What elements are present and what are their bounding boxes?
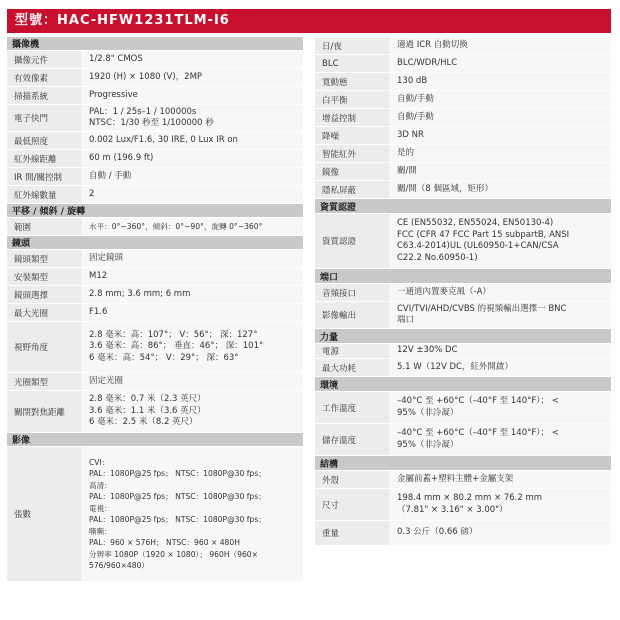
- spec-label: 工作溫度: [315, 392, 391, 423]
- spec-value-line: 電視：: [89, 503, 112, 513]
- spec-label: 尺寸: [315, 489, 391, 520]
- spec-value-line: –40°C 至 +60°C（–40°F 至 140°F）； <: [397, 396, 559, 406]
- section-header: 攝像機: [7, 37, 303, 51]
- spec-label: 視野角度: [7, 322, 83, 372]
- spec-value-line: 2.8 mm; 3.6 mm; 6 mm: [89, 288, 191, 299]
- spec-value-line: 60 m (196.9 ft): [89, 152, 154, 163]
- spec-label: 增益控制: [315, 109, 391, 126]
- spec-value: [391, 37, 611, 54]
- spec-column-left: [7, 37, 303, 582]
- spec-value-line: 金屬前蓋+塑料主體+金屬支架: [397, 473, 514, 484]
- spec-value-line: C22.2 No.60950-1): [397, 252, 478, 263]
- spec-value-line: 高清：: [89, 480, 112, 490]
- spec-value: [391, 359, 611, 376]
- spec-value-line: 關/開: [397, 165, 417, 176]
- spec-row: [315, 73, 611, 91]
- spec-row: [7, 168, 303, 186]
- spec-label: 最低照度: [7, 132, 83, 149]
- spec-value-line: 固定鏡頭: [89, 252, 124, 263]
- spec-row: [7, 391, 303, 433]
- spec-label: 日/夜: [315, 37, 391, 54]
- section-header: 環境: [315, 377, 611, 392]
- spec-label: 有效像素: [7, 69, 83, 86]
- spec-value: [391, 163, 611, 180]
- spec-row: [7, 286, 303, 304]
- spec-value-line: CE (EN55032, EN55024, EN50130-4): [397, 218, 554, 228]
- spec-value: [83, 218, 303, 235]
- spec-value-line: 130 dB: [397, 75, 428, 86]
- spec-label: 鏡頭選擇: [7, 286, 83, 303]
- spec-label: 鏡像: [315, 163, 391, 180]
- spec-row: [315, 489, 611, 521]
- spec-label: 外殼: [315, 471, 391, 488]
- spec-label: 影像輸出: [315, 302, 391, 328]
- spec-value: [391, 127, 611, 144]
- spec-row: [7, 447, 303, 582]
- spec-value-line: 198.4 mm × 80.2 mm × 76.2 mm: [397, 493, 543, 503]
- spec-row: [315, 91, 611, 109]
- spec-row: [315, 424, 611, 456]
- spec-value-line: 6 毫米：高：54°； V：29°； 深：63°: [89, 352, 239, 363]
- section-header: 結構: [315, 456, 611, 471]
- spec-value: [391, 284, 611, 301]
- spec-value-line: F1.6: [89, 306, 108, 317]
- spec-value: [83, 286, 303, 303]
- spec-row: [7, 132, 303, 150]
- spec-row: [315, 214, 611, 269]
- spec-value-line: PAL：1080P@25 fps； NTSC：1080P@30 fps；: [89, 492, 266, 501]
- spec-row: [315, 344, 611, 359]
- spec-row: [7, 268, 303, 286]
- spec-value: [83, 447, 303, 581]
- spec-label: 攝像元件: [7, 51, 83, 68]
- section-header: 影像: [7, 433, 303, 447]
- spec-label: 最大光圈: [7, 304, 83, 321]
- spec-value-line: 12V ±30% DC: [397, 345, 458, 356]
- spec-value: [83, 69, 303, 86]
- spec-value: [83, 186, 303, 203]
- spec-row: [315, 163, 611, 181]
- spec-value: [391, 521, 611, 545]
- spec-row: [315, 37, 611, 55]
- spec-value: [391, 109, 611, 126]
- spec-row: [315, 392, 611, 424]
- spec-row: [7, 322, 303, 373]
- spec-row: [315, 109, 611, 127]
- spec-label: 張數: [7, 447, 83, 581]
- spec-label: 安裝類型: [7, 268, 83, 285]
- spec-value-line: NTSC：1/30 秒至 1/100000 秒: [89, 118, 214, 128]
- spec-row: [7, 69, 303, 87]
- spec-row: [7, 105, 303, 132]
- section-header: 資質認證: [315, 199, 611, 214]
- spec-value-line: BLC/WDR/HLC: [397, 57, 458, 68]
- spec-row: [315, 55, 611, 73]
- spec-label: 白平衡: [315, 91, 391, 108]
- spec-value: [83, 373, 303, 390]
- spec-row: [315, 145, 611, 163]
- spec-row: [7, 51, 303, 69]
- spec-value-line: 嘶嘶：: [89, 526, 112, 536]
- spec-value: [391, 424, 611, 455]
- spec-value-line: 固定光圈: [89, 375, 124, 386]
- model-title: 型號：HAC-HFW1231TLM-I6: [7, 9, 611, 33]
- spec-column-right: [315, 37, 611, 546]
- spec-label: 關閉對焦距離: [7, 391, 83, 432]
- spec-value-line: 1920 (H) × 1080 (V)，2MP: [89, 71, 203, 82]
- spec-label: 電子快門: [7, 105, 83, 131]
- spec-value: [83, 391, 303, 432]
- spec-label: 紅外線距離: [7, 150, 83, 167]
- spec-value-line: 分辨率 1080P（1920 × 1080）； 960H（960×: [89, 549, 258, 559]
- spec-label: 資質認證: [315, 214, 391, 268]
- spec-label: 鏡頭類型: [7, 250, 83, 267]
- spec-value: [83, 304, 303, 321]
- spec-row: [7, 250, 303, 268]
- spec-value-line: 576/960×480）: [89, 561, 149, 570]
- section-header: 端口: [315, 269, 611, 284]
- spec-value: [391, 489, 611, 520]
- spec-row: [7, 218, 303, 236]
- spec-label: 智能紅外: [315, 145, 391, 162]
- spec-value-line: 2: [89, 188, 95, 199]
- spec-value-line: 自動/手動: [397, 111, 434, 122]
- spec-value-line: 端口: [397, 315, 415, 325]
- spec-value: [391, 91, 611, 108]
- spec-row: [315, 471, 611, 489]
- spec-value-line: FCC (CFR 47 FCC Part 15 subpartB, ANSI: [397, 229, 570, 240]
- spec-value-line: 95%（非冷凝）: [397, 439, 459, 450]
- spec-row: [7, 373, 303, 391]
- spec-label: 降噪: [315, 127, 391, 144]
- spec-value: [83, 250, 303, 267]
- spec-value: [391, 302, 611, 328]
- spec-label: 掃描系統: [7, 87, 83, 104]
- spec-label: IR 開/關控制: [7, 168, 83, 185]
- spec-value: [83, 150, 303, 167]
- spec-label: 隱私屏蔽: [315, 181, 391, 198]
- spec-value-line: –40°C 至 +60°C（–40°F 至 140°F）； <: [397, 428, 559, 438]
- spec-row: [315, 127, 611, 145]
- spec-value-line: 3.6 毫米：1.1 米（3.6 英尺）: [89, 405, 206, 416]
- spec-value-line: C63.4-2014)UL (UL60950-1+CAN/CSA: [397, 241, 559, 251]
- spec-label: 寬動態: [315, 73, 391, 90]
- spec-value: [391, 55, 611, 72]
- section-header: 力量: [315, 329, 611, 344]
- spec-row: [315, 284, 611, 302]
- spec-value: [391, 73, 611, 90]
- spec-label: 儲存溫度: [315, 424, 391, 455]
- spec-value-line: （7.81" × 3.16" × 3.00"）: [397, 504, 508, 515]
- spec-value: [83, 132, 303, 149]
- spec-label: 光圈類型: [7, 373, 83, 390]
- spec-label: 重量: [315, 521, 391, 545]
- spec-row: [7, 87, 303, 105]
- spec-value-line: 95%（非冷凝）: [397, 407, 459, 418]
- spec-value: [391, 145, 611, 162]
- spec-row: [7, 304, 303, 322]
- spec-value: [83, 87, 303, 104]
- spec-value: [391, 214, 611, 268]
- spec-value-line: 自動/手動: [397, 93, 434, 104]
- spec-value-line: PAL：1080P@25 fps； NTSC：1080P@30 fps；: [89, 515, 266, 524]
- spec-value: [391, 471, 611, 488]
- spec-value: [391, 181, 611, 198]
- spec-label: 範圍: [7, 218, 83, 235]
- spec-value: [83, 268, 303, 285]
- spec-value-line: 自動 / 手動: [89, 170, 132, 181]
- spec-value: [83, 322, 303, 372]
- section-header: 平移 / 傾斜 / 旋轉: [7, 204, 303, 218]
- spec-row: [7, 186, 303, 204]
- spec-label: 電源: [315, 344, 391, 358]
- spec-row: [315, 359, 611, 377]
- spec-row: [315, 521, 611, 546]
- spec-row: [7, 150, 303, 168]
- spec-value: [83, 51, 303, 68]
- spec-value-line: 1/2.8" CMOS: [89, 53, 143, 64]
- spec-value: [391, 344, 611, 358]
- spec-row: [315, 302, 611, 329]
- spec-value-line: CVI/TVI/AHD/CVBS 的視頻輸出選擇一 BNC: [397, 303, 567, 314]
- spec-label: BLC: [315, 55, 391, 72]
- spec-value-line: 適過 ICR 自動切換: [397, 39, 468, 50]
- spec-value-line: 3D NR: [397, 129, 424, 140]
- spec-value-line: 關/開（8 個區域，矩形）: [397, 183, 493, 194]
- spec-value-line: 2.8 毫米：高：107°； V：56°； 深：127°: [89, 329, 258, 340]
- spec-value-line: PAL：1080P@25 fps； NTSC：1080P@30 fps；: [89, 469, 266, 478]
- spec-value-line: PAL：1 / 25s–1 / 100000s: [89, 106, 197, 117]
- spec-value: [83, 168, 303, 185]
- spec-value-line: PAL：960 × 576H； NTSC：960 × 480H: [89, 538, 240, 547]
- spec-value-line: 3.6 毫米：高：86°； 垂直：46°； 深：101°: [89, 341, 264, 352]
- spec-label: 音頻接口: [315, 284, 391, 301]
- spec-value-line: Progressive: [89, 89, 138, 100]
- spec-value-line: 水平：0°~360°，傾斜：0°~90°，旋轉 0°~360°: [89, 221, 263, 231]
- section-header: 鏡頭: [7, 236, 303, 250]
- spec-value-line: 0.3 公斤（0.66 磅）: [397, 527, 478, 538]
- spec-value-line: M12: [89, 270, 108, 281]
- spec-label: 紅外線數量: [7, 186, 83, 203]
- spec-label: 最大功耗: [315, 359, 391, 376]
- spec-value-line: 2.8 毫米：0.7 米（2.3 英尺）: [89, 394, 206, 405]
- spec-value-line: 是的: [397, 147, 415, 158]
- spec-value-line: 5.1 W（12V DC，紅外開啟）: [397, 361, 513, 372]
- spec-value: [391, 392, 611, 423]
- spec-row: [315, 181, 611, 199]
- spec-value: [83, 105, 303, 131]
- spec-value-line: 一通道內置麥克風（-A）: [397, 286, 491, 297]
- spec-value-line: 6 毫米：2.5 米（8.2 英尺）: [89, 417, 198, 428]
- spec-value-line: CVI：: [89, 457, 110, 467]
- spec-value-line: 0.002 Lux/F1.6, 30 IRE, 0 Lux IR on: [89, 134, 238, 145]
